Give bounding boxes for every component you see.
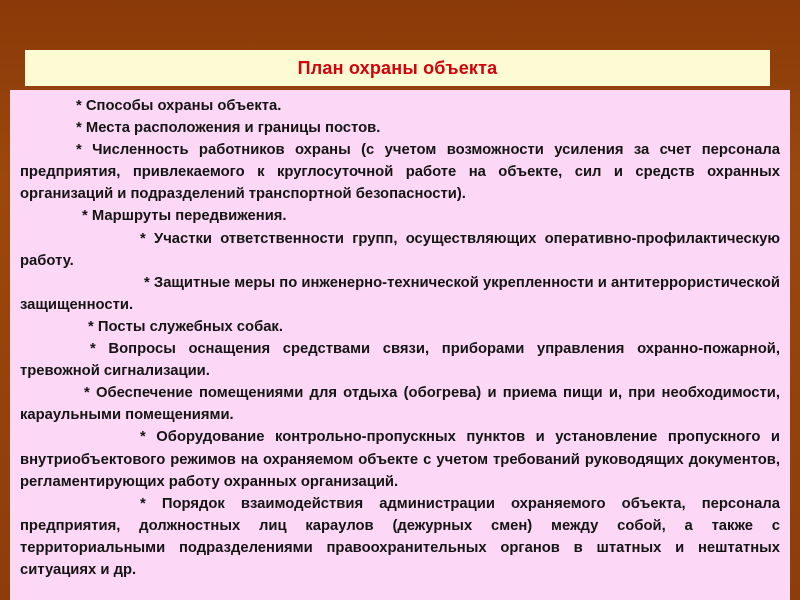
list-item: * Участки ответственности групп, осуществляющих оперативно-профилактическую работу. <box>20 230 780 269</box>
list-item: * Посты служебных собак. <box>88 318 283 335</box>
list-item: * Вопросы оснащения средствами связи, приборами управления охранно-пожарной, тревожной сигнализации. <box>20 341 780 380</box>
list-item: * Порядок взаимодействия администрации охраняемого объекта, персонала предприятия, должностных лиц караулов (дежурных смен) между собой, а также с территориальными подразделениями правоохранительных органов в штатных и нештатных ситуациях и др. <box>20 495 780 578</box>
slide-title: План охраны объекта <box>297 57 498 78</box>
list-item: * Численность работников охраны (с учетом возможности усиления за счет персонала предприятия, привлекаемого к круглосуточной работе на объекте, сил и средств охранных организаций и подразделений транспортной безопасности). <box>20 142 780 203</box>
list-item: * Обеспечение помещениями для отдыха (обогрева) и приема пищи и, при необходимости, караульными помещениями. <box>20 385 780 424</box>
list-item: * Защитные меры по инженерно-технической укрепленности и антитеррористической защищенности. <box>20 274 780 313</box>
title-bar <box>25 50 770 86</box>
list-item: * Оборудование контрольно-пропускных пунктов и установление пропускного и внутриобъектового режимов на охраняемом объекте с учетом требований руководящих документов, регламентирующих работу охранных организаций. <box>20 429 780 490</box>
list-item: * Способы охраны объекта. <box>76 98 282 114</box>
list-item: * Маршруты передвижения. <box>82 208 287 225</box>
list-item: * Места расположения и границы постов. <box>76 120 381 137</box>
content-box <box>10 90 790 600</box>
